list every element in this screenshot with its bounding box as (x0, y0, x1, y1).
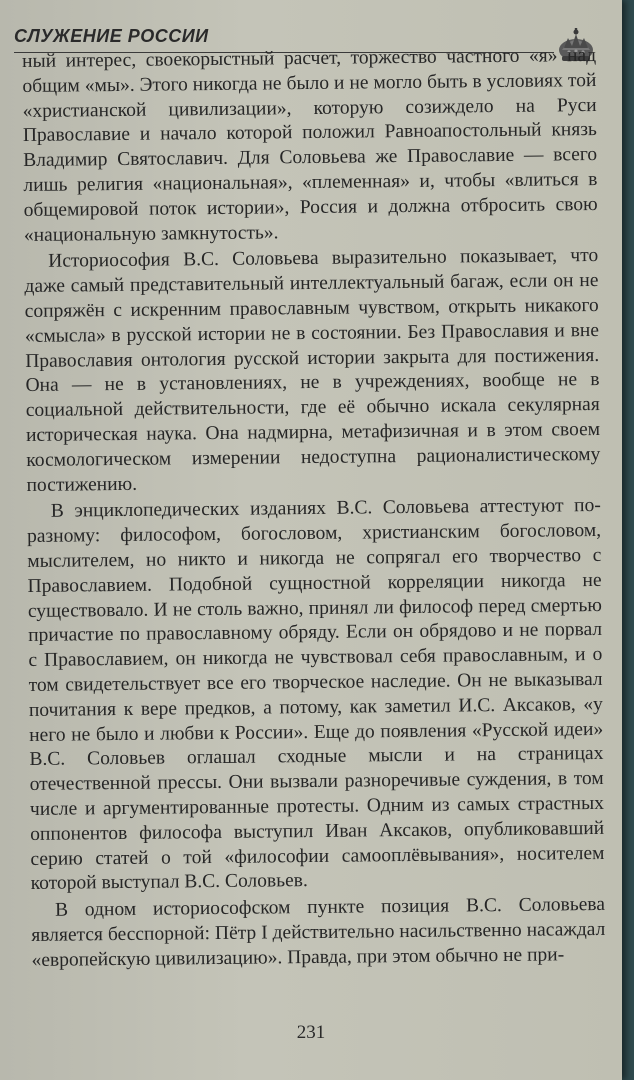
paragraph-3: В энциклопедических изданиях В.С. Соловьева аттестуют по-разному: философом, богословом, христианским богословом, мыслителем, но никто и никогда не сопрягал его творчество с Православием. Подобной сущностной корреляции никогда не существовало. И не столь важно, принял ли философ перед смертью причастие по православному обряду. Если он обрядово и не порвал с Православием, он никогда не чувствовал себя православным, и о том свидетельствует все его творческое наследие. Он не выказывал почитания к вере предков, а потому, как заметил И.С. Аксаков, «у него не было и любви к России». Еще до появления «Русской идеи» В.С. Соловьев оглашал сходные мысли и на страницах отечественной прессы. Они вызвали разноречивые суждения, в том числе и аргументированные протесты. Одним из самых страстных оппонентов философа выступил Иван Аксаков, опубликовавший серию статей о той «философии самооплёвывания», носителем которой выступал В.С. Соловьев. (26, 495, 605, 895)
paragraph-2: Историософия В.С. Соловьева выразительно показывает, что даже самый представительный интеллектуальный багаж, если он не сопряжён с искренним православным чувством, открыть никакого «смысла» в русской истории не в состоянии. Без Православия и вне Православия онтология русской истории закрыта для постижения. Она — не в установлениях, не в учреждениях, вообще не в социальной действительности, где её обычно искала секулярная историческая наука. Она надмирна, метафизичная и в этом своем космологическом измерении недоступна рационалистическому постижению. (24, 245, 601, 496)
paragraph-4: В одном историософском пункте позиция В.С. Соловьева является бесспорной: Пётр I действительно насильственно насаждал «европейскую цивилизацию». Правда, при этом обычно не при- (31, 894, 606, 971)
running-head-title: СЛУЖЕНИЕ РОССИИ (14, 26, 209, 46)
paragraph-1: ный интерес, своекорыстный расчет, торжество частного «я» над общим «мы». Этого никогда не было и не могло быть в условиях той «христианской цивилизации», которую созиждело на Руси Православие и начало которой положил Равноапостольный князь Владимир Святославич. Для Соловьева же Православие — всего лишь религия «национальная», «племенная» и, чтобы «влиться в общемировой поток истории», Россия и должна отбросить свою «национальную замкнутость». (22, 44, 598, 246)
page-number: 231 (296, 1022, 326, 1043)
body-text (22, 44, 606, 973)
